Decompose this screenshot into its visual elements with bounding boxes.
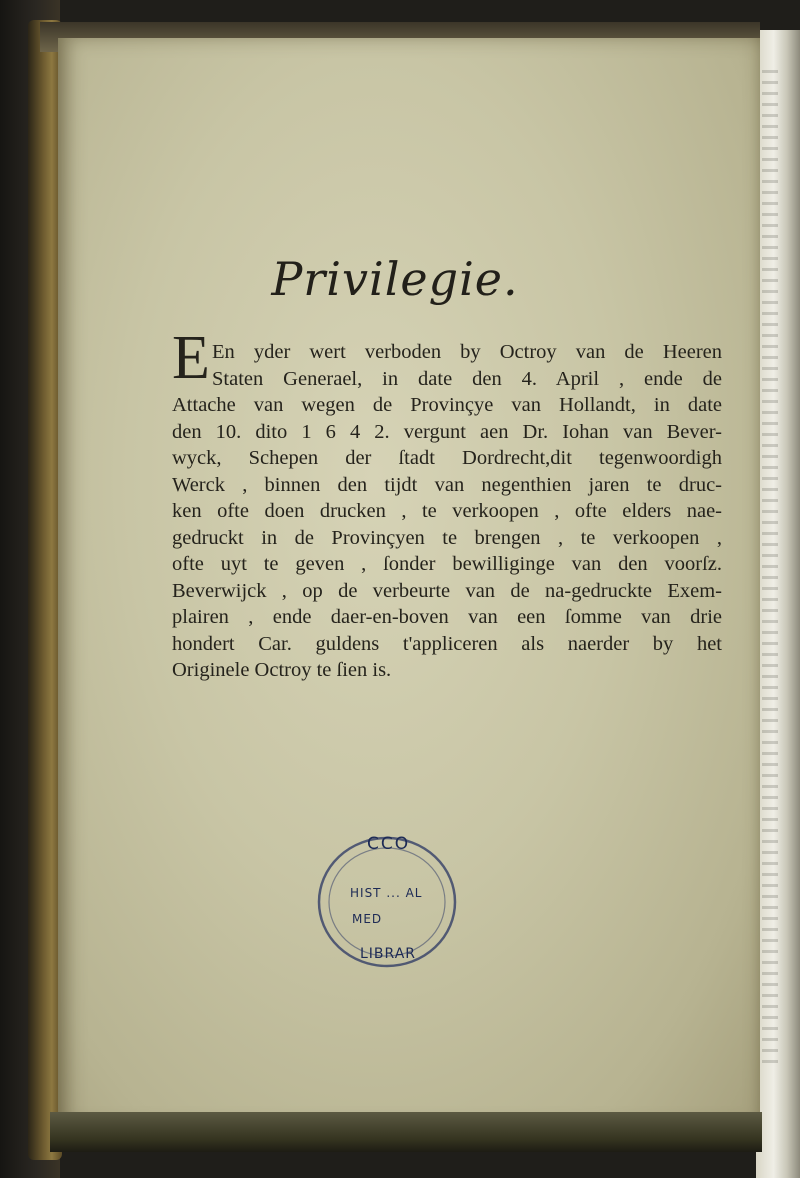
text-line-1: En yder wert verboden by Octroy van de Heeren	[212, 341, 722, 363]
text-line-8: gedruckt in de Provinçyen te brengen , te verkoopen ,	[172, 526, 722, 549]
text-line-9: ofte uyt te geven , ſonder bewilliginge van den voorſz.	[172, 553, 722, 575]
text-line-4: den 10. dito 1 6 4 2. vergunt aen Dr. Iohan van Bever-	[172, 420, 722, 443]
bottom-page-edge	[50, 1112, 762, 1152]
book-spine-edge	[28, 20, 62, 1160]
stamp-text-top: CCO	[367, 834, 411, 854]
privilege-text	[172, 339, 722, 684]
text-line-13: Originele Octroy te ſien is.	[172, 659, 392, 681]
stamp-text-bottom: LIBRAR	[360, 946, 416, 962]
text-line-6: Werck , binnen den tijdt van negenthien jaren te druc-	[172, 473, 722, 496]
text-line-11: plairen , ende daer-en-boven van een ſomme van drie	[172, 606, 722, 628]
text-line-10: Beverwijck , op de verbeurte van de na-gedruckte Exem-	[172, 579, 722, 602]
drop-cap: E	[172, 324, 210, 392]
text-line-5: wyck, Schepen der ſtadt Dordrecht,dit tegenwoordigh	[172, 447, 722, 469]
text-line-7: ken ofte doen drucken , te verkoopen , ofte elders nae-	[172, 500, 722, 522]
right-page-edges	[756, 30, 800, 1178]
stamp-text-lower: MED	[352, 912, 383, 926]
stamp-text-middle: HIST ... AL	[350, 886, 423, 900]
text-line-12: hondert Car. guldens t'appliceren als naerder by het	[172, 632, 722, 655]
text-line-2: Staten Generael, in date den 4. April , ende de	[212, 367, 722, 390]
library-stamp	[312, 832, 462, 972]
text-line-3: Attache van wegen de Provinçye van Hollandt, in date	[172, 394, 722, 416]
page-title: Privilegie.	[271, 252, 519, 306]
